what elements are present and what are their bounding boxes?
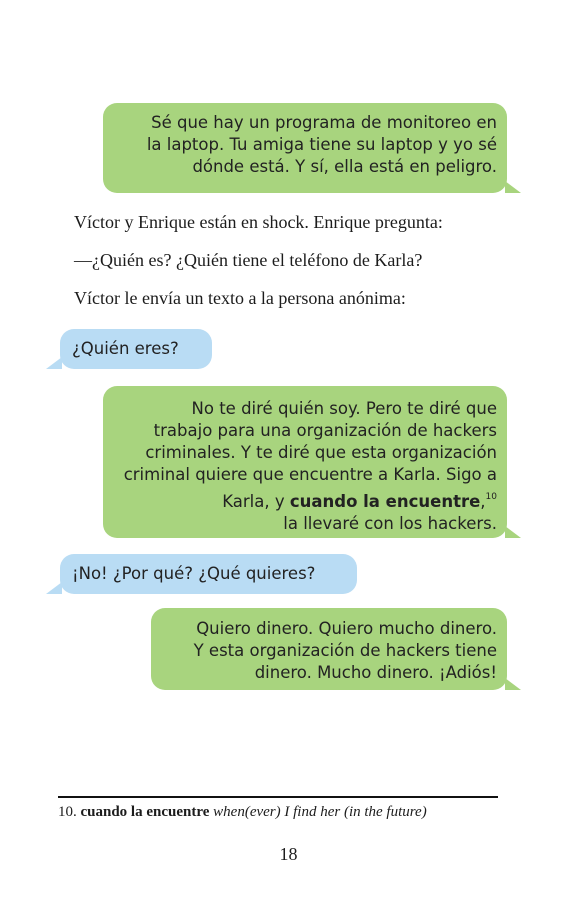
footnote-reference: 10 [485,492,497,502]
message-line: Sé que hay un programa de monitoreo en [151,113,497,132]
message-text: ¿Quién eres? [72,339,179,358]
bubble-tail [505,678,521,690]
message-line: la laptop. Tu amiga tiene su laptop y yo sé [146,135,497,154]
message-line: trabajo para una organización de hackers [153,421,497,440]
footnote-divider [58,796,498,798]
chat-bubble-sent-3 [151,608,507,690]
footnote-term: cuando la encuentre [80,804,210,820]
chat-bubble-sent-1 [103,103,507,193]
message-text: ¡No! ¿Por qué? ¿Qué quieres? [72,564,316,583]
narration-paragraph: Víctor le envía un texto a la persona anónima: [74,288,406,308]
message-text: , [480,492,486,511]
message-line: dónde está. Y sí, ella está en peligro. [192,157,497,176]
chat-bubble-received-1 [60,329,212,369]
message-line: criminal quiere que encuentre a Karla. Sigo a [123,465,497,484]
bubble-tail [505,526,521,538]
message-line: Quiero dinero. Quiero mucho dinero. [196,619,497,638]
footnote-translation: when(ever) I find her (in the future) [213,804,427,820]
bubble-tail [46,582,62,594]
message-line: No te diré quién soy. Pero te diré que [191,399,497,418]
message-line: la llevaré con los hackers. [283,514,497,533]
message-line [113,486,497,513]
message-text: Karla, y [222,492,290,511]
bubble-tail [46,357,62,369]
message-line: criminales. Y te diré que esta organización [145,443,497,462]
footnote-number: 10. [58,804,77,820]
narration-paragraph: Víctor y Enrique están en shock. Enrique pregunta: [74,212,443,232]
page-number: 18 [279,844,298,864]
message-line: dinero. Mucho dinero. ¡Adiós! [254,663,497,682]
chat-bubble-sent-2 [103,386,507,538]
narration-dialogue: —¿Quién es? ¿Quién tiene el teléfono de Karla? [74,250,423,270]
chat-bubble-received-2 [60,554,357,594]
footnote [58,802,427,822]
bubble-tail [505,181,521,193]
glossed-term: cuando la encuentre [289,492,481,511]
message-line: Y esta organización de hackers tiene [193,641,497,660]
